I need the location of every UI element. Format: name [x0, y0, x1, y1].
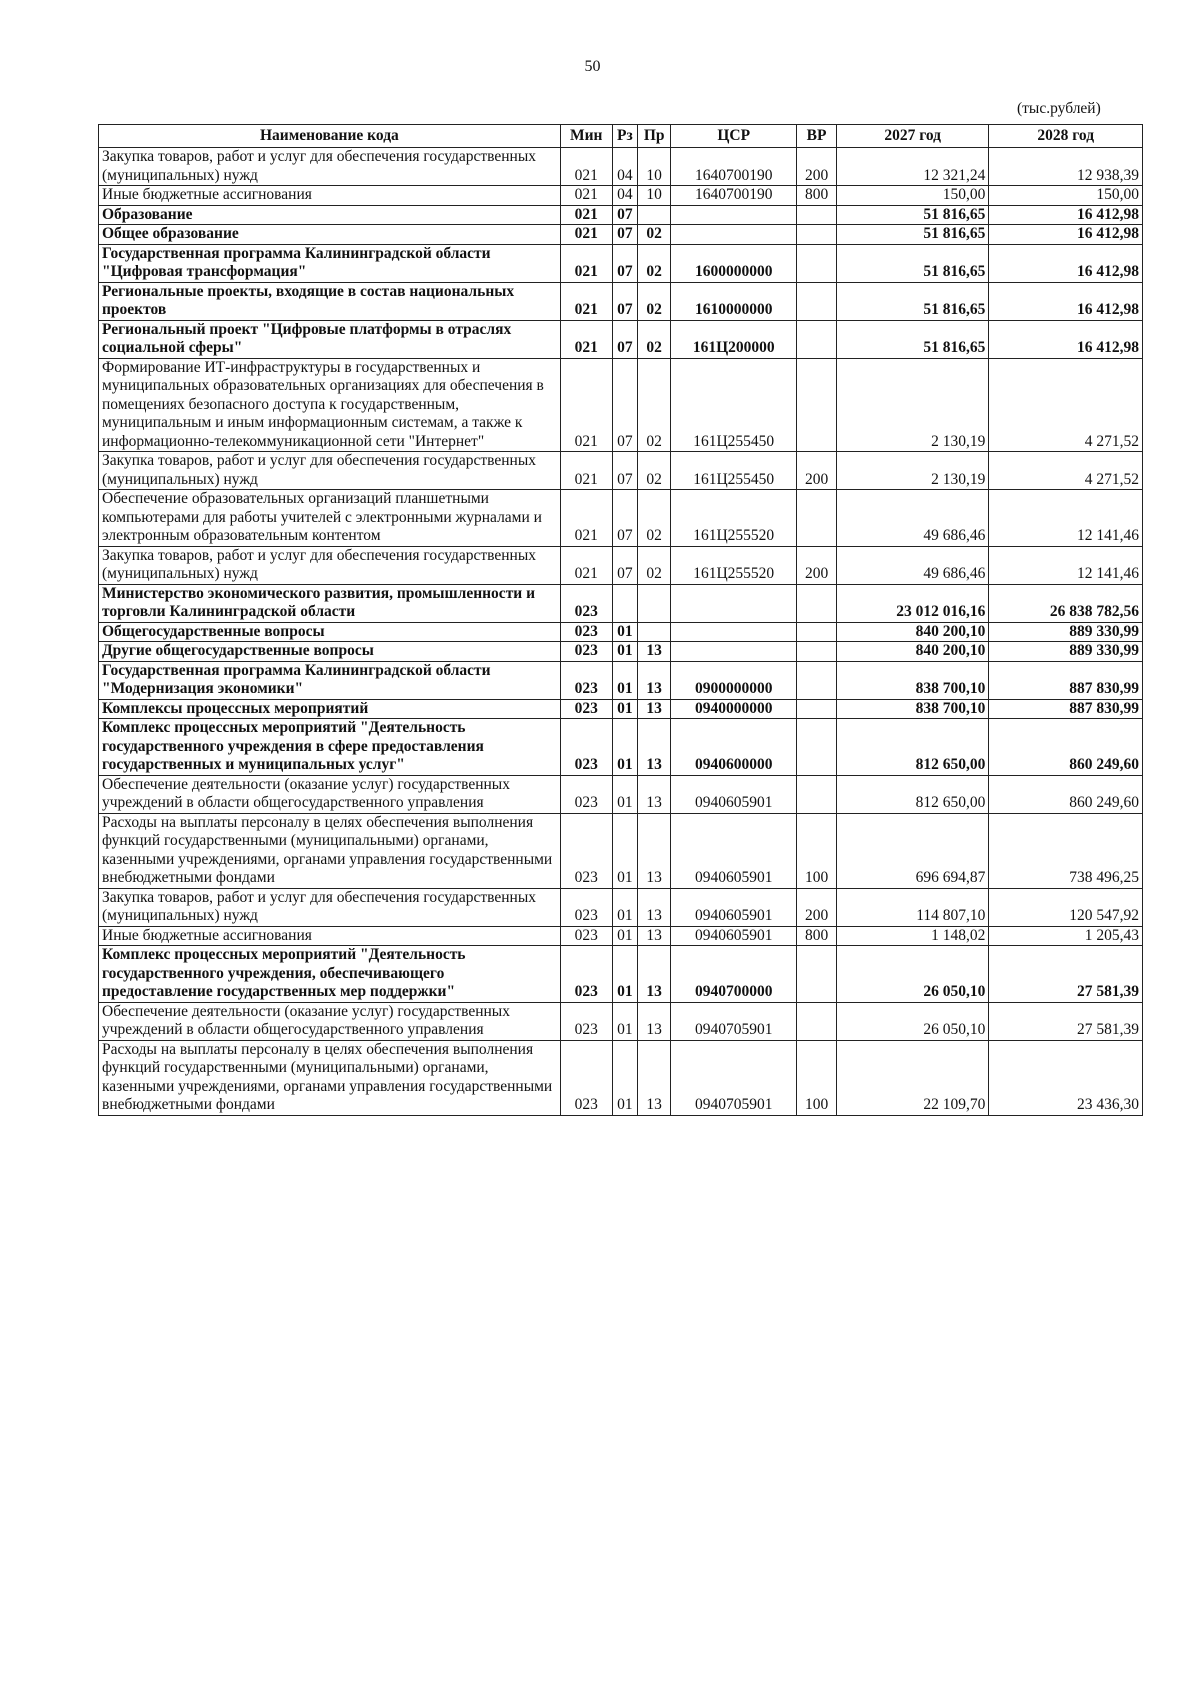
cell-2028: 16 412,98: [989, 244, 1143, 282]
cell-csr: [671, 584, 797, 622]
cell-csr: 161Ц200000: [671, 320, 797, 358]
header-rz: Рз: [612, 125, 637, 148]
cell-rz: 01: [612, 642, 637, 662]
cell-vr: [797, 622, 837, 642]
cell-vr: [797, 1002, 837, 1040]
cell-rz: 07: [612, 490, 637, 547]
cell-2027: 696 694,87: [836, 813, 988, 888]
cell-min: 023: [560, 813, 612, 888]
cell-vr: [797, 775, 837, 813]
cell-2028: 16 412,98: [989, 205, 1143, 225]
cell-csr: 0940605901: [671, 888, 797, 926]
table-row: [99, 926, 1143, 946]
cell-rz: 07: [612, 452, 637, 490]
table-row: [99, 1002, 1143, 1040]
cell-2027: 22 109,70: [836, 1040, 988, 1115]
cell-2027: 26 050,10: [836, 946, 988, 1003]
cell-2028: 27 581,39: [989, 946, 1143, 1003]
cell-name: Расходы на выплаты персоналу в целях обеспечения выполнения функций государственными (муниципальными) органами, казенными учреждениями, органами управления государственными внебюджетными фондами: [99, 1040, 561, 1115]
cell-2028: 120 547,92: [989, 888, 1143, 926]
cell-csr: 0940000000: [671, 699, 797, 719]
cell-2027: 1 148,02: [836, 926, 988, 946]
cell-min: 021: [560, 490, 612, 547]
cell-name: Комплекс процессных мероприятий "Деятельность государственного учреждения в сфере предоставления государственных и муниципальных услуг": [99, 719, 561, 776]
header-csr: ЦСР: [671, 125, 797, 148]
cell-rz: 01: [612, 661, 637, 699]
cell-2027: 2 130,19: [836, 452, 988, 490]
cell-2028: 889 330,99: [989, 622, 1143, 642]
cell-2027: 840 200,10: [836, 642, 988, 662]
cell-2027: 51 816,65: [836, 282, 988, 320]
cell-vr: [797, 719, 837, 776]
cell-vr: 200: [797, 148, 837, 186]
table-row: [99, 719, 1143, 776]
table-body: [99, 148, 1143, 1116]
cell-2027: 838 700,10: [836, 661, 988, 699]
table-row: [99, 205, 1143, 225]
cell-csr: [671, 225, 797, 245]
cell-vr: [797, 320, 837, 358]
cell-csr: 1640700190: [671, 186, 797, 206]
cell-rz: 07: [612, 358, 637, 452]
table-row: [99, 358, 1143, 452]
cell-pr: 02: [638, 546, 671, 584]
cell-2027: 49 686,46: [836, 546, 988, 584]
cell-name: Образование: [99, 205, 561, 225]
cell-min: 023: [560, 775, 612, 813]
cell-vr: 100: [797, 813, 837, 888]
table-row: [99, 946, 1143, 1003]
table-row: [99, 1040, 1143, 1115]
budget-table: [98, 124, 1143, 1116]
table-row: [99, 148, 1143, 186]
cell-vr: [797, 490, 837, 547]
cell-2028: 860 249,60: [989, 719, 1143, 776]
cell-csr: 161Ц255520: [671, 490, 797, 547]
cell-min: 021: [560, 225, 612, 245]
cell-vr: 800: [797, 186, 837, 206]
cell-vr: [797, 205, 837, 225]
cell-rz: 01: [612, 946, 637, 1003]
cell-2027: 23 012 016,16: [836, 584, 988, 622]
cell-pr: 13: [638, 642, 671, 662]
cell-pr: [638, 584, 671, 622]
cell-rz: 07: [612, 320, 637, 358]
cell-min: 023: [560, 1002, 612, 1040]
cell-pr: 13: [638, 699, 671, 719]
cell-min: 021: [560, 148, 612, 186]
cell-2027: 51 816,65: [836, 244, 988, 282]
table-row: [99, 584, 1143, 622]
cell-2027: 2 130,19: [836, 358, 988, 452]
cell-name: Закупка товаров, работ и услуг для обеспечения государственных (муниципальных) нужд: [99, 888, 561, 926]
table-row: [99, 888, 1143, 926]
cell-2027: 812 650,00: [836, 775, 988, 813]
cell-csr: 0940600000: [671, 719, 797, 776]
cell-2028: 1 205,43: [989, 926, 1143, 946]
cell-csr: 161Ц255450: [671, 452, 797, 490]
cell-2027: 12 321,24: [836, 148, 988, 186]
cell-csr: 0940705901: [671, 1002, 797, 1040]
cell-csr: 0940605901: [671, 926, 797, 946]
cell-name: Иные бюджетные ассигнования: [99, 926, 561, 946]
cell-2028: 12 141,46: [989, 546, 1143, 584]
cell-vr: [797, 946, 837, 1003]
cell-pr: 02: [638, 358, 671, 452]
cell-2028: 16 412,98: [989, 282, 1143, 320]
cell-pr: 13: [638, 888, 671, 926]
cell-vr: [797, 661, 837, 699]
header-2027: 2027 год: [836, 125, 988, 148]
cell-csr: 1610000000: [671, 282, 797, 320]
cell-name: Закупка товаров, работ и услуг для обеспечения государственных (муниципальных) нужд: [99, 546, 561, 584]
cell-min: 021: [560, 452, 612, 490]
cell-vr: 800: [797, 926, 837, 946]
cell-rz: 01: [612, 1002, 637, 1040]
cell-2028: 23 436,30: [989, 1040, 1143, 1115]
cell-name: Закупка товаров, работ и услуг для обеспечения государственных (муниципальных) нужд: [99, 148, 561, 186]
cell-csr: [671, 642, 797, 662]
cell-min: 021: [560, 205, 612, 225]
cell-name: Государственная программа Калининградской области "Модернизация экономики": [99, 661, 561, 699]
cell-vr: [797, 358, 837, 452]
cell-rz: 01: [612, 622, 637, 642]
cell-name: Иные бюджетные ассигнования: [99, 186, 561, 206]
cell-2028: 738 496,25: [989, 813, 1143, 888]
cell-min: 021: [560, 244, 612, 282]
cell-pr: 02: [638, 225, 671, 245]
cell-csr: 161Ц255520: [671, 546, 797, 584]
cell-min: 023: [560, 888, 612, 926]
page-number: 50: [584, 58, 601, 75]
table-row: [99, 225, 1143, 245]
cell-2027: 812 650,00: [836, 719, 988, 776]
cell-rz: 07: [612, 546, 637, 584]
cell-min: 023: [560, 699, 612, 719]
cell-pr: 13: [638, 946, 671, 1003]
cell-rz: [612, 584, 637, 622]
cell-2028: 16 412,98: [989, 225, 1143, 245]
header-min: Мин: [560, 125, 612, 148]
cell-pr: 02: [638, 320, 671, 358]
cell-2028: 16 412,98: [989, 320, 1143, 358]
cell-rz: 01: [612, 926, 637, 946]
cell-pr: 02: [638, 452, 671, 490]
table-row: [99, 661, 1143, 699]
cell-2027: 49 686,46: [836, 490, 988, 547]
header-vr: ВР: [797, 125, 837, 148]
cell-csr: 0940700000: [671, 946, 797, 1003]
cell-name: Общее образование: [99, 225, 561, 245]
cell-2028: 4 271,52: [989, 358, 1143, 452]
cell-name: Общегосударственные вопросы: [99, 622, 561, 642]
cell-name: Обеспечение образовательных организаций планшетными компьютерами для работы учителей с электронными журналами и электронным образовательным контентом: [99, 490, 561, 547]
cell-pr: 13: [638, 719, 671, 776]
cell-2028: 26 838 782,56: [989, 584, 1143, 622]
cell-name: Обеспечение деятельности (оказание услуг) государственных учреждений в области общегосударственного управления: [99, 775, 561, 813]
table-row: [99, 320, 1143, 358]
cell-pr: 02: [638, 244, 671, 282]
table-row: [99, 622, 1143, 642]
unit-note: (тыс.рублей): [1017, 100, 1101, 117]
cell-pr: 10: [638, 148, 671, 186]
table-row: [99, 642, 1143, 662]
cell-2028: 27 581,39: [989, 1002, 1143, 1040]
cell-pr: 13: [638, 926, 671, 946]
cell-vr: 200: [797, 452, 837, 490]
cell-name: Обеспечение деятельности (оказание услуг) государственных учреждений в области общегосударственного управления: [99, 1002, 561, 1040]
cell-2028: 12 938,39: [989, 148, 1143, 186]
header-name: Наименование кода: [99, 125, 561, 148]
cell-name: Другие общегосударственные вопросы: [99, 642, 561, 662]
cell-2028: 150,00: [989, 186, 1143, 206]
cell-2028: 860 249,60: [989, 775, 1143, 813]
cell-pr: [638, 205, 671, 225]
cell-vr: [797, 699, 837, 719]
cell-vr: 200: [797, 888, 837, 926]
cell-min: 023: [560, 1040, 612, 1115]
cell-rz: 07: [612, 205, 637, 225]
cell-vr: 100: [797, 1040, 837, 1115]
table-row: [99, 186, 1143, 206]
cell-name: Государственная программа Калининградской области "Цифровая трансформация": [99, 244, 561, 282]
cell-min: 023: [560, 661, 612, 699]
cell-min: 021: [560, 320, 612, 358]
cell-2027: 114 807,10: [836, 888, 988, 926]
header-2028: 2028 год: [989, 125, 1143, 148]
cell-pr: 02: [638, 282, 671, 320]
cell-csr: [671, 205, 797, 225]
cell-pr: 13: [638, 1040, 671, 1115]
cell-rz: 01: [612, 888, 637, 926]
cell-pr: 13: [638, 813, 671, 888]
cell-2027: 51 816,65: [836, 225, 988, 245]
cell-2027: 26 050,10: [836, 1002, 988, 1040]
cell-min: 021: [560, 546, 612, 584]
cell-2028: 887 830,99: [989, 661, 1143, 699]
cell-csr: 0940605901: [671, 775, 797, 813]
cell-2027: 150,00: [836, 186, 988, 206]
table-row: [99, 282, 1143, 320]
cell-min: 023: [560, 584, 612, 622]
cell-rz: 07: [612, 282, 637, 320]
cell-name: Закупка товаров, работ и услуг для обеспечения государственных (муниципальных) нужд: [99, 452, 561, 490]
cell-2028: 12 141,46: [989, 490, 1143, 547]
cell-name: Региональные проекты, входящие в состав национальных проектов: [99, 282, 561, 320]
table-row: [99, 490, 1143, 547]
cell-pr: [638, 622, 671, 642]
table-row: [99, 452, 1143, 490]
cell-name: Региональный проект "Цифровые платформы в отраслях социальной сферы": [99, 320, 561, 358]
cell-csr: 1640700190: [671, 148, 797, 186]
cell-name: Расходы на выплаты персоналу в целях обеспечения выполнения функций государственными (муниципальными) органами, казенными учреждениями, органами управления государственными внебюджетными фондами: [99, 813, 561, 888]
cell-vr: [797, 225, 837, 245]
table-row: [99, 813, 1143, 888]
table-header-row: [99, 125, 1143, 148]
cell-csr: 1600000000: [671, 244, 797, 282]
cell-2028: 889 330,99: [989, 642, 1143, 662]
cell-pr: 13: [638, 775, 671, 813]
cell-vr: [797, 642, 837, 662]
cell-rz: 01: [612, 699, 637, 719]
cell-rz: 04: [612, 186, 637, 206]
cell-csr: 0940705901: [671, 1040, 797, 1115]
cell-min: 023: [560, 642, 612, 662]
cell-pr: 02: [638, 490, 671, 547]
cell-min: 023: [560, 946, 612, 1003]
cell-pr: 13: [638, 1002, 671, 1040]
cell-pr: 10: [638, 186, 671, 206]
cell-2028: 4 271,52: [989, 452, 1143, 490]
cell-2027: 840 200,10: [836, 622, 988, 642]
cell-csr: 161Ц255450: [671, 358, 797, 452]
cell-rz: 01: [612, 719, 637, 776]
cell-min: 021: [560, 282, 612, 320]
cell-min: 023: [560, 926, 612, 946]
cell-rz: 01: [612, 1040, 637, 1115]
cell-vr: 200: [797, 546, 837, 584]
cell-vr: [797, 584, 837, 622]
cell-rz: 07: [612, 225, 637, 245]
table-row: [99, 699, 1143, 719]
cell-name: Комплекс процессных мероприятий "Деятельность государственного учреждения, обеспечивающего предоставление государственных мер поддержки": [99, 946, 561, 1003]
cell-vr: [797, 282, 837, 320]
cell-rz: 07: [612, 244, 637, 282]
cell-name: Министерство экономического развития, промышленности и торговли Калининградской области: [99, 584, 561, 622]
table-row: [99, 775, 1143, 813]
cell-2027: 51 816,65: [836, 205, 988, 225]
cell-rz: 01: [612, 813, 637, 888]
cell-min: 021: [560, 358, 612, 452]
cell-min: 023: [560, 622, 612, 642]
cell-2028: 887 830,99: [989, 699, 1143, 719]
cell-csr: 0900000000: [671, 661, 797, 699]
cell-name: Формирование ИТ-инфраструктуры в государственных и муниципальных образовательных организациях для обеспечения в помещениях безопасного доступа к государственным, муниципальным и иным информационным системам, а также к информационно-телекоммуникационной сети "Интернет": [99, 358, 561, 452]
cell-csr: [671, 622, 797, 642]
cell-csr: 0940605901: [671, 813, 797, 888]
table-row: [99, 244, 1143, 282]
cell-pr: 13: [638, 661, 671, 699]
cell-2027: 51 816,65: [836, 320, 988, 358]
cell-vr: [797, 244, 837, 282]
cell-name: Комплексы процессных мероприятий: [99, 699, 561, 719]
cell-min: 023: [560, 719, 612, 776]
cell-rz: 01: [612, 775, 637, 813]
cell-2027: 838 700,10: [836, 699, 988, 719]
header-pr: Пр: [638, 125, 671, 148]
cell-rz: 04: [612, 148, 637, 186]
table-row: [99, 546, 1143, 584]
cell-min: 021: [560, 186, 612, 206]
